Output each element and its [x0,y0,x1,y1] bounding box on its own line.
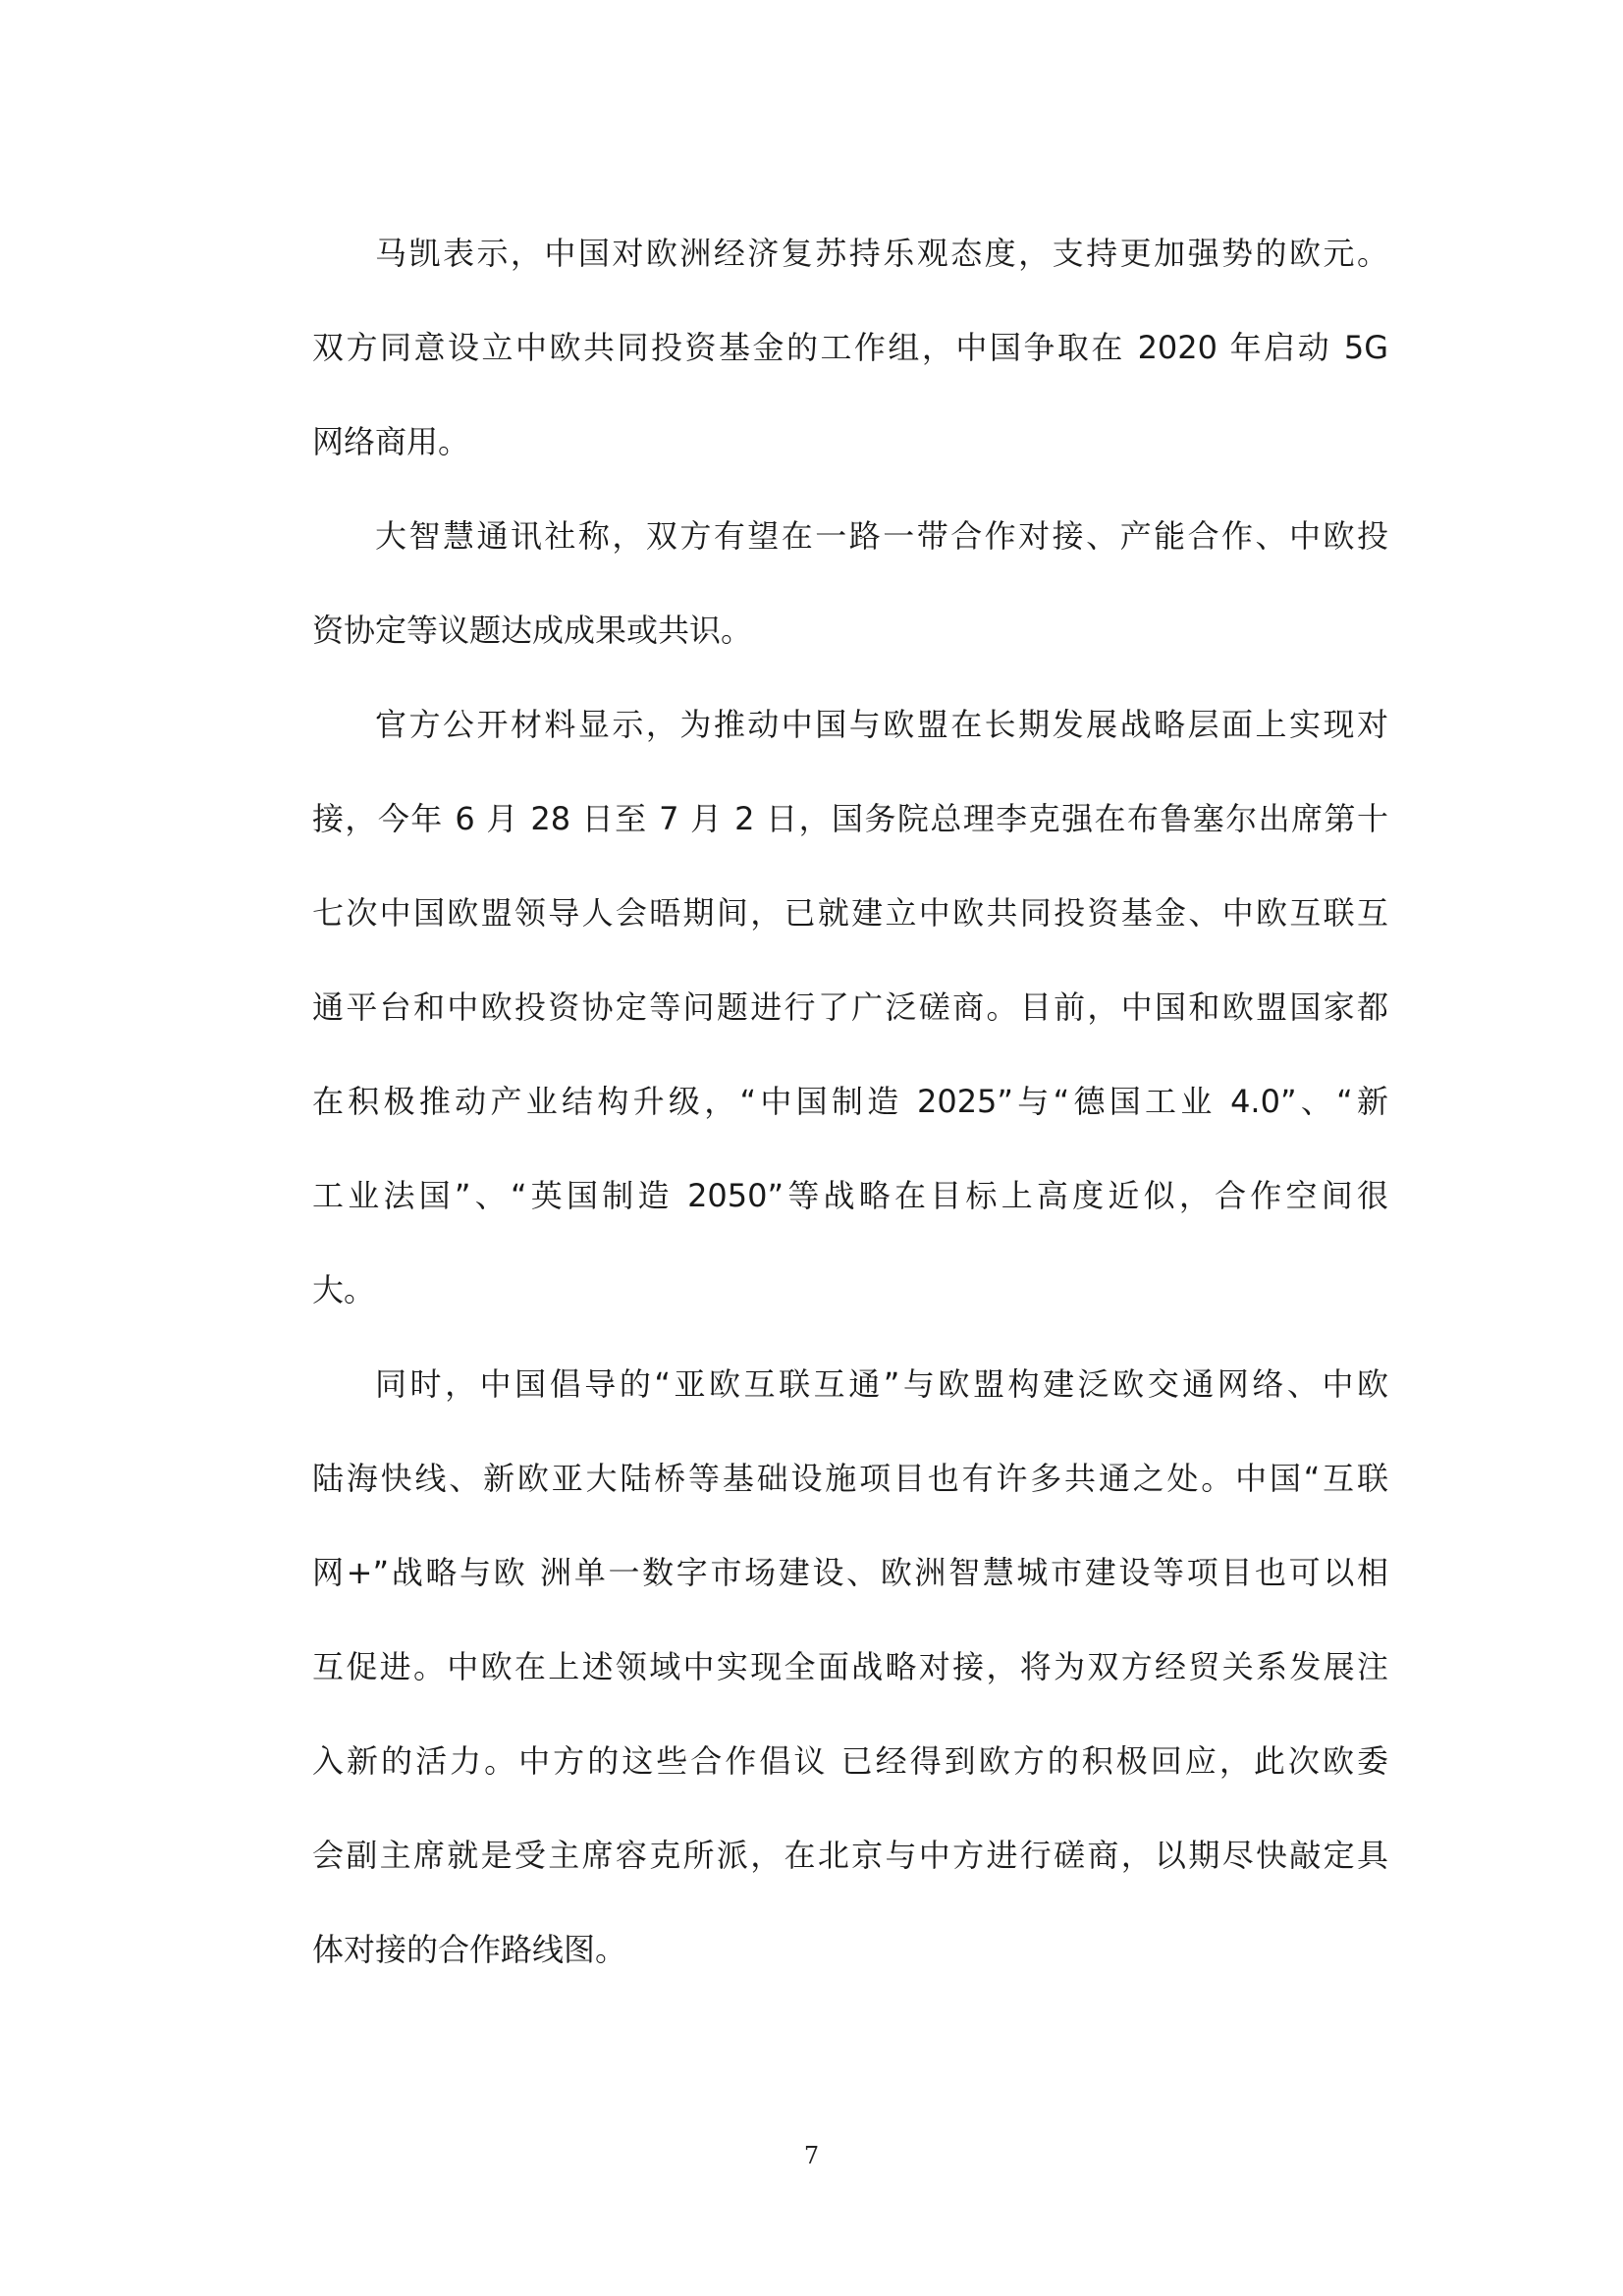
paragraph-line: 官方公开材料显示，为推动中国与欧盟在长期发展战略层面上实现对 [375,706,1388,743]
paragraph-line: 双方同意设立中欧共同投资基金的工作组，中国争取在 2020 年启动 5G [312,329,1388,366]
paragraph-line: 通平台和中欧投资协定等问题进行了广泛磋商。目前，中国和欧盟国家都 [312,988,1388,1026]
paragraph-line: 七次中国欧盟领导人会晤期间，已就建立中欧共同投资基金、中欧互联互 [312,894,1388,932]
paragraph-line: 会副主席就是受主席容克所派，在北京与中方进行磋商，以期尽快敲定具 [312,1837,1388,1874]
paragraph-line: 体对接的合作路线图。 [312,1931,627,1968]
paragraph-line: 大智慧通讯社称，双方有望在一路一带合作对接、产能合作、中欧投 [375,517,1388,555]
paragraph-line: 互促进。中欧在上述领域中实现全面战略对接，将为双方经贸关系发展注 [312,1648,1388,1685]
paragraph-line: 网+”战略与欧 洲单一数字市场建设、欧洲智慧城市建设等项目也可以相 [312,1554,1388,1591]
paragraph-3 [249,677,1388,1337]
paragraph-line: 接，今年 6 月 28 日至 7 月 2 日，国务院总理李克强在布鲁塞尔出席第十 [312,800,1388,837]
paragraph-line: 在积极推动产业结构升级，“中国制造 2025”与“德国工业 4.0”、“新 [312,1083,1388,1120]
paragraph-4 [249,1337,1388,1997]
paragraph-line: 大。 [312,1271,376,1308]
paragraph-1 [249,206,1388,489]
paragraph-line: 同时，中国倡导的“亚欧互联互通”与欧盟构建泛欧交通网络、中欧 [375,1365,1388,1403]
paragraph-line: 工业法国”、“英国制造 2050”等战略在目标上高度近似，合作空间很 [312,1177,1388,1214]
paragraph-2 [249,489,1388,677]
paragraph-line: 入新的活力。中方的这些合作倡议 已经得到欧方的积极回应，此次欧委 [312,1742,1388,1780]
paragraph-line: 资协定等议题达成成果或共识。 [312,612,753,649]
paragraph-line: 马凯表示，中国对欧洲经济复苏持乐观态度，支持更加强势的欧元。 [375,235,1388,272]
paragraph-line: 陆海快线、新欧亚大陆桥等基础设施项目也有许多共通之处。中国“互联 [312,1460,1388,1497]
document-body [249,206,1388,1997]
page-number: 7 [803,2142,820,2169]
paragraph-line: 网络商用。 [312,423,470,460]
